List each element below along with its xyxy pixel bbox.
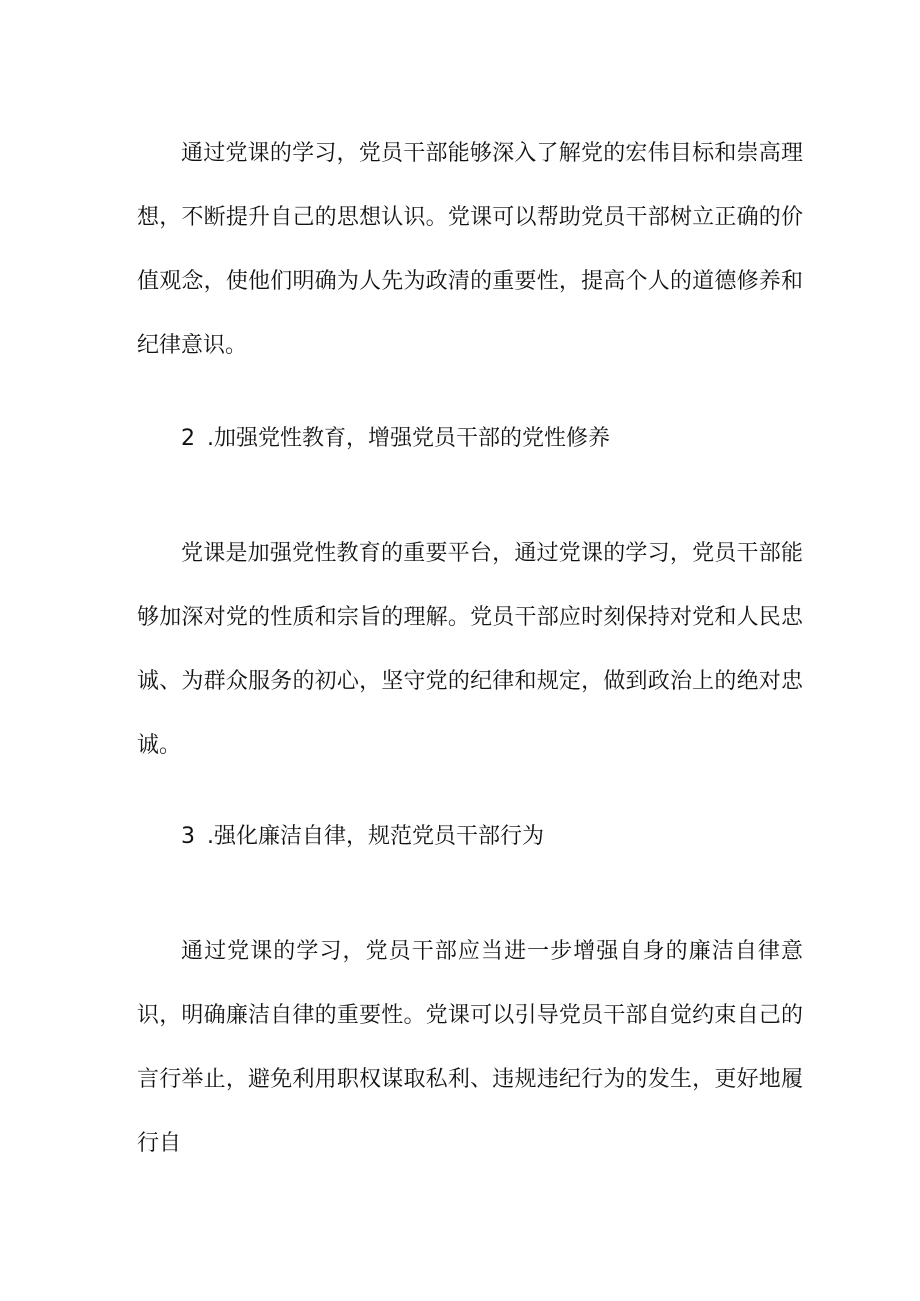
section-number: 3 — [181, 824, 195, 849]
body-paragraph: 党课是加强党性教育的重要平台，通过党课的学习，党员干部能够加深对党的性质和宗旨的理解。党员干部应时刻保持对党和人民忠诚、为群众服务的初心，坚守党的纪律和规定，做到政治上的绝对忠诚。 — [137, 541, 803, 758]
body-paragraph: 通过党课的学习，党员干部能够深入了解党的宏伟目标和崇高理想，不断提升自己的思想认识。党课可以帮助党员干部树立正确的价值观念，使他们明确为人先为政清的重要性，提高个人的道德修养和纪律意识。 — [137, 141, 803, 358]
body-paragraph: 通过党课的学习，党员干部应当进一步增强自身的廉洁自律意识，明确廉洁自律的重要性。党课可以引导党员干部自觉约束自己的言行举止，避免利用职权谋取私利、违规违纪行为的发生，更好地履行自 — [137, 939, 803, 1156]
section-heading — [181, 422, 801, 456]
section-number: 2 — [181, 426, 195, 451]
section-heading — [181, 820, 801, 854]
section-title: .加强党性教育，增强党员干部的党性修养 — [207, 426, 610, 451]
section-title: .强化廉洁自律，规范党员干部行为 — [207, 824, 544, 849]
